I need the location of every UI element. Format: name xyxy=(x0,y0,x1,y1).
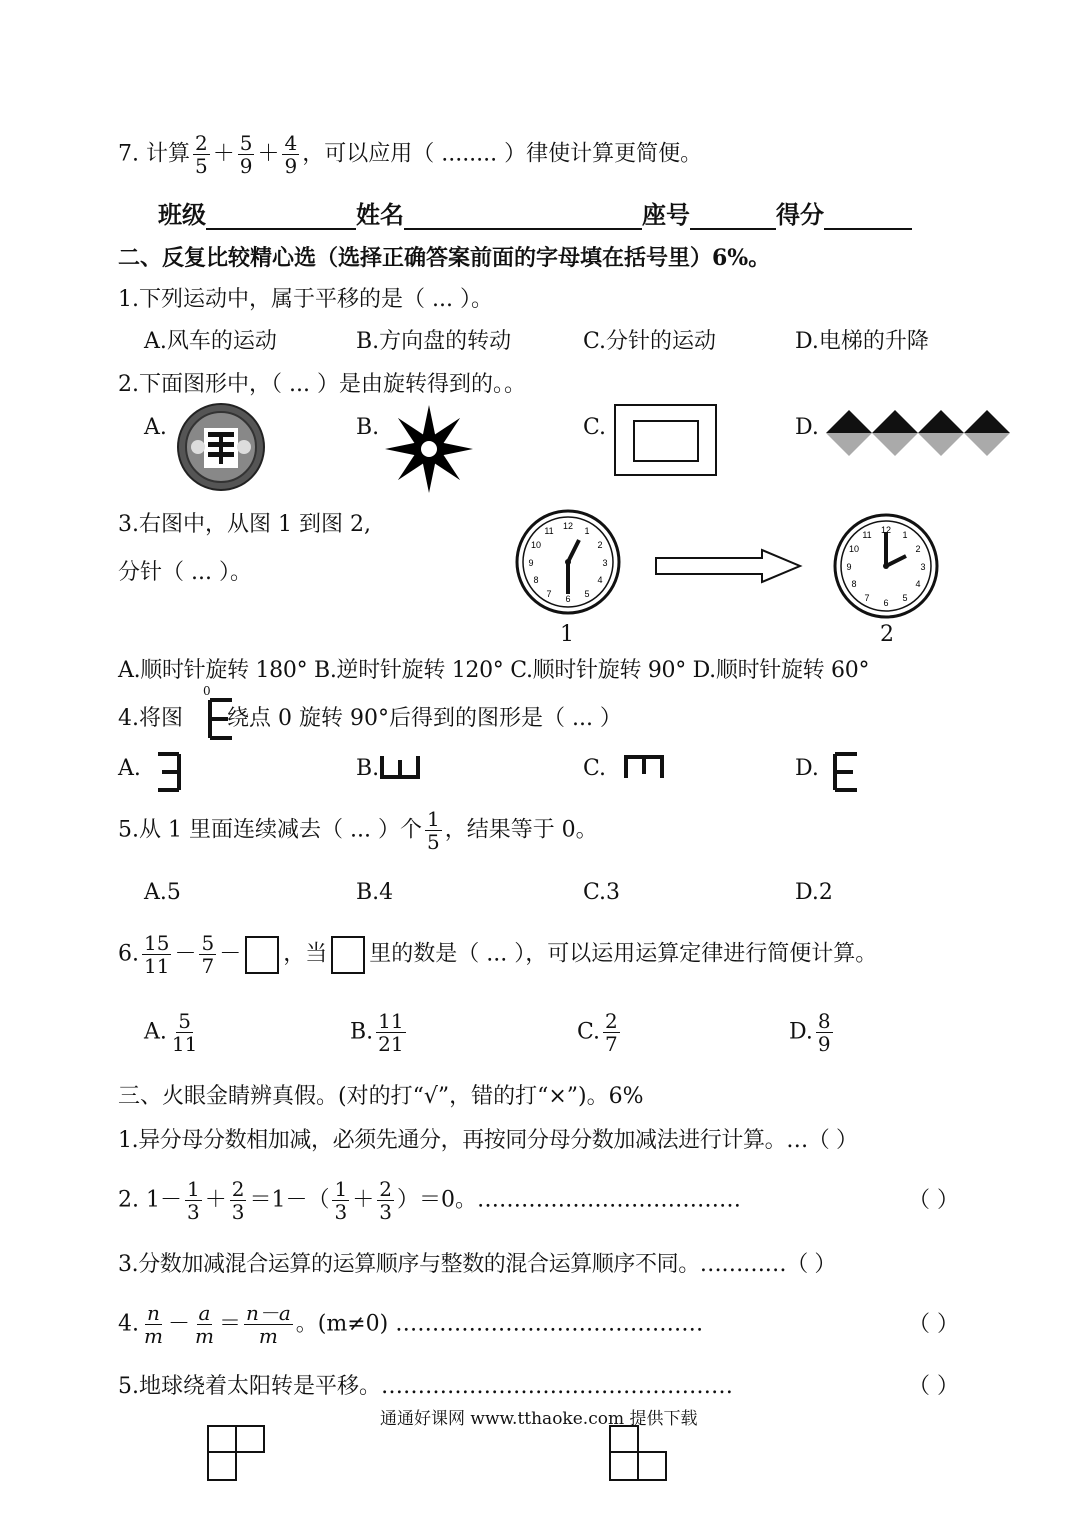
q7-prefix: 7. 计算 xyxy=(118,141,190,167)
svg-text:11: 11 xyxy=(544,526,554,536)
svg-text:10: 10 xyxy=(848,544,860,554)
s2-q6-prefix: 6. xyxy=(118,941,139,967)
shape-e-original-icon xyxy=(832,752,860,792)
svg-text:12: 12 xyxy=(562,521,574,531)
seat-field[interactable] xyxy=(690,204,776,230)
shape-e-rotated-up-icon xyxy=(380,754,420,780)
s2-q4-line xyxy=(118,704,622,734)
s2-q6-line xyxy=(118,932,877,977)
s2-q5-option-c[interactable]: C.3 xyxy=(583,880,621,905)
svg-text:5: 5 xyxy=(584,589,590,599)
svg-text:8: 8 xyxy=(851,579,857,589)
svg-text:7: 7 xyxy=(546,589,552,599)
clock-2-icon xyxy=(832,512,940,620)
s2-q1-option-d[interactable]: D.电梯的升降 xyxy=(795,329,929,354)
s2-q3-text2: 分针（ ... ）。 xyxy=(118,560,252,585)
svg-text:4: 4 xyxy=(597,575,603,585)
operator: ＋ xyxy=(212,141,235,167)
svg-text:12: 12 xyxy=(880,525,892,535)
section3-title: 三、火眼金睛辨真假。(对的打“√”，错的打“×”)。6% xyxy=(118,1084,644,1109)
s2-q5-option-d[interactable]: D.2 xyxy=(795,880,833,905)
s2-q5-text-b: ，结果等于 0。 xyxy=(444,817,598,843)
s2-q4-option-d[interactable]: D. xyxy=(795,756,819,781)
letter-e-shape-icon xyxy=(207,698,235,740)
operator: － xyxy=(219,941,242,967)
s3-q2-line: 2. 1－ $\frac{1}{3}$ ＋ $\frac{2}{3}$ ＝1－（ $\frac{1}{3}$ ＋ $\frac{2}{3}$ ）＝0。……………………………… xyxy=(118,1177,741,1224)
s3-q2-answer[interactable]: （ ） xyxy=(908,1188,959,1213)
s2-q4-option-c[interactable]: C. xyxy=(583,756,607,781)
section2-title: 二、反复比较精心选（选择正确答案前面的字母填在括号里）6%。 xyxy=(118,245,771,271)
svg-text:4: 4 xyxy=(915,579,921,589)
score-field[interactable] xyxy=(824,204,912,230)
s2-q5-option-b[interactable]: B.4 xyxy=(356,880,394,905)
svg-text:9: 9 xyxy=(846,562,852,572)
svg-text:2: 2 xyxy=(915,544,921,554)
svg-text:2: 2 xyxy=(597,540,603,550)
footer-watermark: 通通好课网 www.tthaoke.com 提供下载 xyxy=(380,1409,698,1429)
svg-text:9: 9 xyxy=(528,558,534,568)
shape-e-rotated-down-icon xyxy=(624,754,664,780)
operator: ＋ xyxy=(257,141,280,167)
s2-q1-option-c[interactable]: C.分针的运动 xyxy=(583,329,717,354)
fraction: $\frac{5}{7}$ xyxy=(201,931,215,978)
s2-q3-text1: 3.右图中，从图 1 到图 2, xyxy=(118,512,371,537)
answer-box[interactable] xyxy=(245,936,279,974)
s2-q4-option-a[interactable]: A. xyxy=(118,756,141,781)
clock-1-label: 1 xyxy=(560,622,574,647)
student-info-header xyxy=(158,200,912,230)
clock-1-icon xyxy=(514,508,622,616)
rotation-point-label: 0 xyxy=(203,684,211,698)
s2-q1-option-b[interactable]: B.方向盘的转动 xyxy=(356,329,512,354)
fraction: $\frac{2}{5}$ xyxy=(194,131,208,178)
s3-q5-answer[interactable]: （ ） xyxy=(908,1374,959,1399)
s3-q4-line: 4. $\frac{n}{m}$ － $\frac{a}{m}$ ＝ $\frac{n-a}{m}$ 。(m≠0) …………………………………… xyxy=(118,1301,704,1348)
svg-text:6: 6 xyxy=(883,598,889,608)
svg-text:1: 1 xyxy=(902,530,908,540)
s2-q2-option-d[interactable]: D. xyxy=(795,415,819,440)
s2-q4-option-b[interactable]: B. xyxy=(356,756,380,781)
answer-box[interactable] xyxy=(331,936,365,974)
fraction: $\frac{15}{11}$ xyxy=(144,931,170,978)
fraction: $\frac{4}{9}$ xyxy=(284,131,298,178)
s2-q2-text: 2.下面图形中，（ ... ）是由旋转得到的。。 xyxy=(118,372,526,397)
ornament-circle-icon xyxy=(176,402,266,492)
s2-q4-text-a: 4.将图 xyxy=(118,706,183,731)
rotated-star-icon xyxy=(382,404,476,494)
s2-q5-line xyxy=(118,808,598,853)
svg-text:10: 10 xyxy=(530,540,542,550)
svg-text:6: 6 xyxy=(565,594,571,604)
s2-q2-option-c[interactable]: C. xyxy=(583,415,607,440)
fraction: $\frac{5}{9}$ xyxy=(239,131,253,178)
seat-label: 座号 xyxy=(642,200,690,229)
svg-text:3: 3 xyxy=(602,558,608,568)
score-label: 得分 xyxy=(776,200,824,229)
grid-shape-left-icon xyxy=(206,1424,266,1482)
s2-q6-option-a[interactable]: A. $\frac{5}{11}$ xyxy=(144,1009,198,1056)
shape-e-mirrored-icon xyxy=(154,752,182,792)
svg-text:7: 7 xyxy=(864,593,870,603)
class-field[interactable] xyxy=(206,204,356,230)
s2-q6-text-a: ，当 xyxy=(283,941,328,967)
name-label: 姓名 xyxy=(356,200,404,229)
svg-text:5: 5 xyxy=(902,593,908,603)
nested-rectangles-icon xyxy=(614,404,718,476)
s2-q1-option-a[interactable]: A.风车的运动 xyxy=(144,329,277,354)
svg-text:1: 1 xyxy=(584,526,590,536)
class-label: 班级 xyxy=(158,200,206,229)
fraction: $\frac{1}{5}$ xyxy=(426,807,440,854)
s3-q1: 1.异分母分数相加减，必须先通分，再按同分母分数加减法进行计算。…（ ） xyxy=(118,1128,858,1153)
q7-line xyxy=(118,132,702,177)
s3-q4-answer[interactable]: （ ） xyxy=(908,1312,959,1337)
s2-q6-option-c[interactable]: C. $\frac{2}{7}$ xyxy=(577,1009,618,1056)
clock-2-label: 2 xyxy=(880,622,894,647)
operator: － xyxy=(174,941,197,967)
q7-suffix: ，可以应用（ ........ ）律使计算更简便。 xyxy=(302,141,703,167)
s2-q2-option-b[interactable]: B. xyxy=(356,415,380,440)
s2-q4-text-b: 绕点 0 旋转 90°后得到的图形是（ ... ） xyxy=(227,706,622,731)
svg-text:8: 8 xyxy=(533,575,539,585)
s2-q5-text-a: 5.从 1 里面连续减去（ ... ）个 xyxy=(118,817,422,843)
s2-q6-text-b: 里的数是（ ... ），可以运用运算定律进行简便计算。 xyxy=(369,941,878,967)
s2-q6-option-d[interactable]: D. $\frac{8}{9}$ xyxy=(789,1009,831,1056)
grid-shape-right-icon xyxy=(608,1424,668,1482)
svg-text:11: 11 xyxy=(862,530,872,540)
s2-q3-options: A.顺时针旋转 180° B.逆时针旋转 120° C.顺时针旋转 90° D.顺时针旋转 60° xyxy=(118,658,870,683)
diamond-row-icon xyxy=(826,410,1012,456)
s3-q5: 5.地球绕着太阳转是平移。………………………………………… xyxy=(118,1374,733,1399)
s2-q1-text: 1.下列运动中，属于平移的是（ ... ）。 xyxy=(118,287,493,312)
s2-q6-option-b[interactable]: B. $\frac{11}{21}$ xyxy=(350,1009,404,1056)
s2-q2-option-a[interactable]: A. xyxy=(144,415,167,440)
arrow-right-icon xyxy=(654,548,804,584)
name-field[interactable] xyxy=(404,204,642,230)
s3-q3: 3.分数加减混合运算的运算顺序与整数的混合运算顺序不同。…………（ ） xyxy=(118,1252,836,1277)
s2-q5-option-a[interactable]: A.5 xyxy=(144,880,181,905)
svg-text:3: 3 xyxy=(920,562,926,572)
